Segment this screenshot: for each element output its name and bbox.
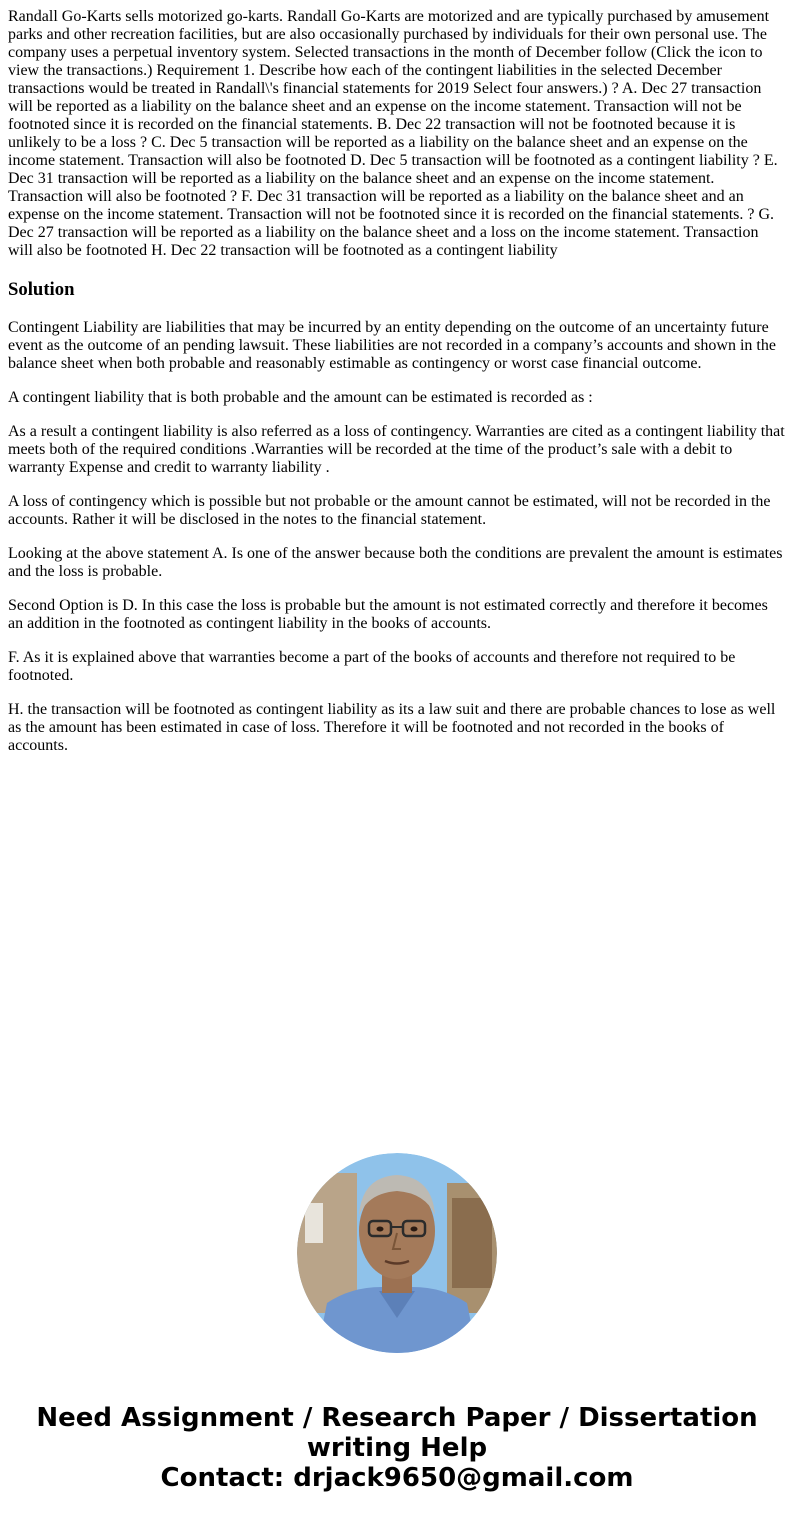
solution-body [8,319,786,755]
contact-email: Contact: drjack9650@gmail.com [160,1463,634,1493]
solution-paragraph: F. As it is explained above that warranties become a part of the books of accounts and therefore not required to be footnoted. [8,649,736,684]
solution-paragraph: A loss of contingency which is possible but not probable or the amount cannot be estimated, will not be recorded in the accounts. Rather it will be disclosed in the notes to the financial statement. [8,493,771,528]
solution-paragraph: Looking at the above statement A. Is one of the answer because both the conditions are prevalent the amount is estimates and the loss is probable. [8,545,783,580]
solution-paragraph: Contingent Liability are liabilities that may be incurred by an entity depending on the outcome of an uncertainty future event as the outcome of an pending lawsuit. These liabilities are not recorded in a company’s accounts and shown in the balance sheet when both probable and reasonably estimable as contingency or worst case financial outcome. [8,319,776,372]
solution-paragraph: A contingent liability that is both probable and the amount can be estimated is recorded as : [8,389,593,406]
solution-paragraph: Second Option is D. In this case the loss is probable but the amount is not estimated correctly and therefore it becomes an addition in the footnoted as contingent liability in the books of accounts. [8,597,768,632]
question-text: Randall Go-Karts sells motorized go-karts. Randall Go-Karts are motorized and are typically purchased by amusement parks and other recreation facilities, but are also occasionally purchased by individuals for their own personal use. The company uses a perpetual inventory system. Selected transactions in the month of December follow (Click the icon to view the transactions.) Requirement 1. Describe how each of the contingent liabilities in the selected December transactions would be treated in Randall\'s financial statements for 2019 Select four answers.) ? A. Dec 27 transaction will be reported as a liability on the balance sheet and an expense on the income statement. Transaction will not be footnoted since it is recorded on the financial statements. B. Dec 22 transaction will not be footnoted because it is unlikely to be a loss ? C. Dec 5 transaction will be reported as a liability on the balance sheet and an expense on the income statement. Transaction will also be footnoted D. Dec 5 transaction will be footnoted as a contingent liability ? E. Dec 31 transaction will be reported as a liability on the balance sheet and an expense on the income statement. Transaction will also be footnoted ? F. Dec 31 transaction will be reported as a liability on the balance sheet and an expense on the income statement. Transaction will not be footnoted since it is recorded on the financial statements. ? G. Dec 27 transaction will be reported as a liability on the balance sheet and a loss on the income statement. Transaction will also be footnoted H. Dec 22 transaction will be footnoted as a contingent liability [8,8,778,259]
solution-heading: Solution [8,279,75,300]
contact-banner [0,1403,794,1493]
author-avatar [297,1153,497,1353]
banner-line: writing Help [306,1433,488,1463]
solution-paragraph: As a result a contingent liability is also referred as a loss of contingency. Warranties are cited as a contingent liability that meets both of the required conditions .Warranties will be recorded at the time of the product’s sale with a debit to warranty Expense and credit to warranty liability . [8,423,785,476]
solution-paragraph: H. the transaction will be footnoted as contingent liability as its a law suit and there are probable chances to lose as well as the amount has been estimated in case of loss. Therefore it will be footnoted and not recorded in the books of accounts. [8,701,776,754]
author-portrait-image [297,1153,497,1353]
main-content [8,8,786,755]
banner-line: Need Assignment / Research Paper / Dissertation [36,1403,758,1433]
